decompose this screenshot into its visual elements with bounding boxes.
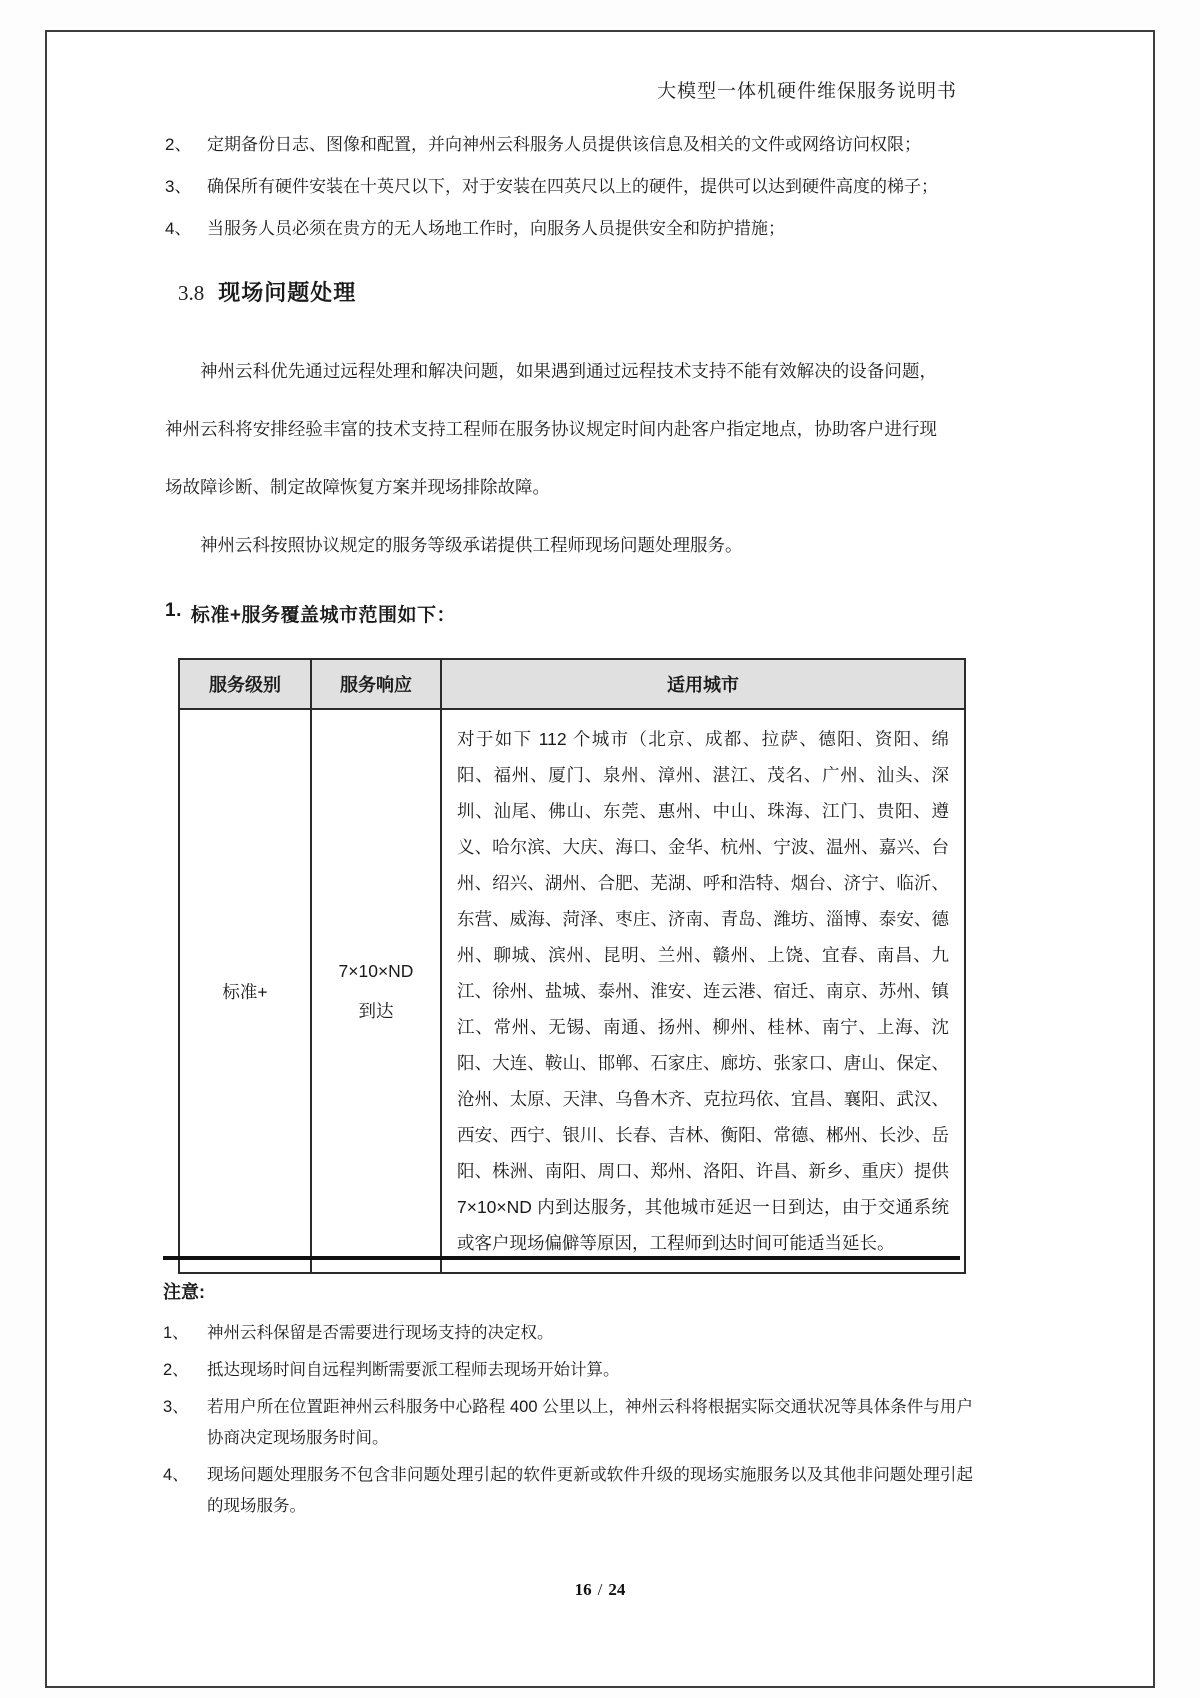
cell-service-response: [311, 709, 441, 1273]
intro-list: [165, 132, 957, 258]
note-item-text: 现场问题处理服务不包含非问题处理引起的软件更新或软件升级的现场实施服务以及其他非问题处理引起的现场服务。: [207, 1466, 973, 1515]
city-coverage-table: [178, 658, 966, 1274]
note-item-number: 3、: [163, 1398, 189, 1416]
body-text: [165, 342, 937, 574]
note-item: [163, 1355, 973, 1386]
paragraph: 神州云科按照协议规定的服务等级承诺提供工程师现场问题处理服务。: [200, 535, 743, 555]
page-number-separator: /: [597, 1580, 603, 1599]
note-item: [163, 1460, 973, 1522]
response-line-1: 7×10×ND: [338, 961, 414, 981]
list-item: [165, 216, 957, 241]
list-item-text: 确保所有硬件安装在十英尺以下，对于安装在四英尺以上的硬件，提供可以达到硬件高度的梯子；: [207, 177, 938, 196]
section-number: 3.8: [178, 281, 205, 305]
cell-applicable-cities: 对于如下 112 个城市（北京、成都、拉萨、德阳、资阳、绵阳、福州、厦门、泉州、漳州、湛江、茂名、广州、汕头、深圳、汕尾、佛山、东莞、惠州、中山、珠海、江门、贵阳、遵义、哈尔滨、大庆、海口、金华、杭州、宁波、温州、嘉兴、台州、绍兴、湖州、合肥、芜湖、呼和浩特、烟台、济宁、临沂、东营、威海、菏泽、枣庄、济南、青岛、潍坊、淄博、泰安、德州、聊城、滨州、昆明、兰州、赣州、上饶、宜春、南昌、九江、徐州、盐城、泰州、淮安、连云港、宿迁、南京、苏州、镇江、常州、无锡、南通、扬州、柳州、桂林、南宁、上海、沈阳、大连、鞍山、邯郸、石家庄、廊坊、张家口、唐山、保定、沧州、太原、天津、乌鲁木齐、克拉玛依、宜昌、襄阳、武汉、西安、西宁、银川、长春、吉林、衡阳、常德、郴州、长沙、岳阳、株洲、南阳、周口、郑州、洛阳、许昌、新乡、重庆）提供 7×10×ND 内到达服务，其他城市延迟一日到达，由于交通系统或客户现场偏僻等原因，工程师到达时间可能适当延长。: [441, 709, 965, 1273]
list-item-text: 定期备份日志、图像和配置，并向神州云科服务人员提供该信息及相关的文件或网络访问权限；: [207, 135, 921, 154]
table-caption-text: 标准+服务覆盖城市范围如下：: [190, 605, 456, 626]
table-row: [179, 709, 965, 1273]
response-line-2: 到达: [358, 1001, 394, 1021]
list-item-text: 当服务人员必须在贵方的无人场地工作时，向服务人员提供安全和防护措施；: [207, 219, 785, 238]
table-header-row: [179, 659, 965, 709]
divider-rule: [163, 1256, 960, 1260]
note-label: 注意:: [163, 1282, 205, 1302]
list-item-number: 4、: [165, 219, 192, 238]
note-item-number: 1、: [163, 1324, 189, 1342]
page-number: [0, 1578, 1200, 1602]
note-item-text: 抵达现场时间自远程判断需要派工程师去现场开始计算。: [207, 1361, 620, 1379]
table-caption-number: 1.: [165, 600, 182, 621]
note-item-number: 2、: [163, 1361, 189, 1379]
note-item-text: 神州云科保留是否需要进行现场支持的决定权。: [207, 1324, 554, 1342]
page-number-current: 16: [574, 1580, 592, 1599]
notes-list: [163, 1318, 973, 1528]
cell-service-level: 标准+: [179, 709, 311, 1273]
note-item: [163, 1318, 973, 1349]
note-item-number: 4、: [163, 1466, 189, 1484]
note-item: [163, 1392, 973, 1454]
list-item: [165, 174, 957, 199]
page-number-total: 24: [608, 1580, 626, 1599]
list-item: [165, 132, 957, 157]
note-item-text: 若用户所在位置距神州云科服务中心路程 400 公里以上，神州云科将根据实际交通状况等具体条件与用户协商决定现场服务时间。: [207, 1398, 973, 1447]
list-item-number: 2、: [165, 135, 192, 154]
header-title: 大模型一体机硬件维保服务说明书: [656, 81, 957, 102]
list-item-number: 3、: [165, 177, 192, 196]
section-heading: [178, 276, 356, 307]
paragraph: 神州云科优先通过远程处理和解决问题，如果遇到通过远程技术支持不能有效解决的设备问题，神州云科将安排经验丰富的技术支持工程师在服务协议规定时间内赴客户指定地点，协助客户进行现场故障诊断、制定故障恢复方案并现场排除故障。: [165, 361, 937, 497]
section-title: 现场问题处理: [218, 280, 357, 305]
header-cell-service-response: 服务响应: [311, 659, 441, 709]
header-cell-service-level: 服务级别: [179, 659, 311, 709]
table-caption-heading: [165, 600, 456, 627]
header-cell-applicable-cities: 适用城市: [441, 659, 965, 709]
